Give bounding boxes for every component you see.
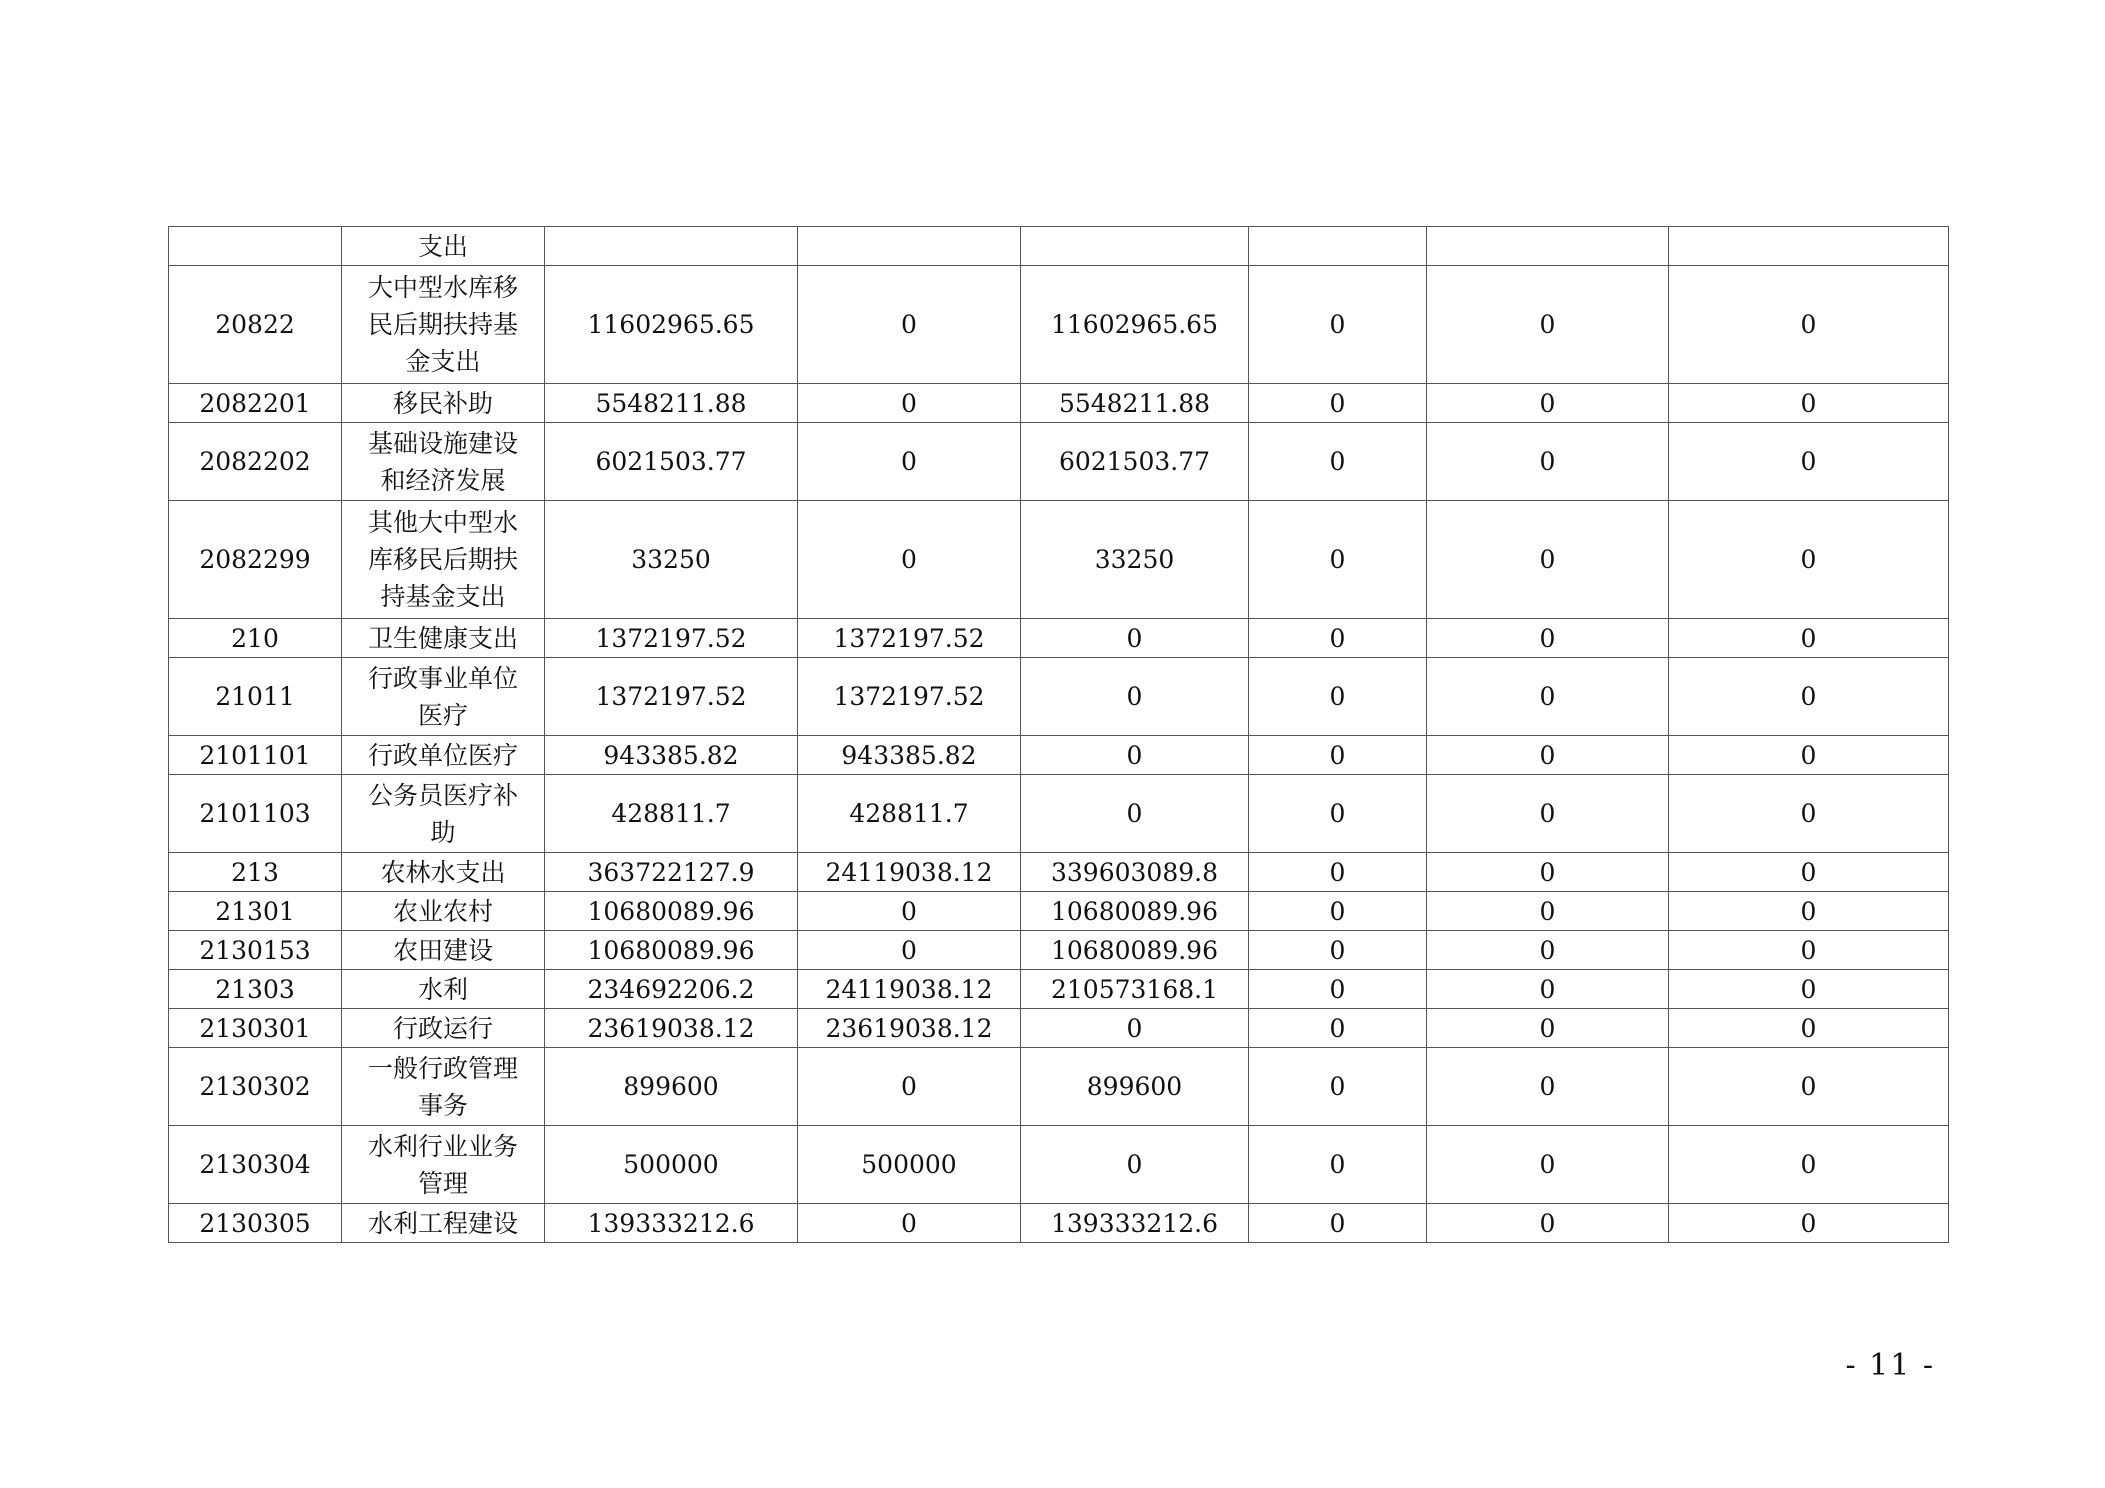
name-cell: 水利工程建设: [342, 1204, 545, 1243]
value-cell: 0: [798, 266, 1021, 384]
name-cell: 水利行业业务管理: [342, 1126, 545, 1204]
value-cell: 0: [1427, 736, 1669, 775]
name-cell: 水利: [342, 970, 545, 1009]
code-cell: 210: [169, 619, 342, 658]
value-cell: [1021, 227, 1249, 266]
value-cell: 0: [1427, 619, 1669, 658]
value-cell: 0: [1669, 423, 1949, 501]
value-cell: 0: [1669, 970, 1949, 1009]
value-cell: 0: [1669, 1204, 1949, 1243]
code-cell: 21303: [169, 970, 342, 1009]
value-cell: [798, 227, 1021, 266]
value-cell: 0: [1669, 853, 1949, 892]
table-row: [169, 736, 1949, 775]
code-cell: 2130304: [169, 1126, 342, 1204]
value-cell: 0: [1669, 266, 1949, 384]
value-cell: 0: [1669, 1126, 1949, 1204]
value-cell: 0: [1669, 775, 1949, 853]
value-cell: 1372197.52: [545, 658, 798, 736]
name-cell: 行政事业单位医疗: [342, 658, 545, 736]
value-cell: 33250: [1021, 501, 1249, 619]
name-cell: 农林水支出: [342, 853, 545, 892]
code-cell: 2082299: [169, 501, 342, 619]
name-cell: 基础设施建设和经济发展: [342, 423, 545, 501]
value-cell: 0: [1427, 423, 1669, 501]
value-cell: 1372197.52: [545, 619, 798, 658]
value-cell: 0: [798, 892, 1021, 931]
code-cell: 2130153: [169, 931, 342, 970]
value-cell: 0: [1427, 658, 1669, 736]
table-row: [169, 1009, 1949, 1048]
value-cell: 0: [1021, 1009, 1249, 1048]
code-cell: 2130302: [169, 1048, 342, 1126]
value-cell: 0: [1249, 892, 1427, 931]
value-cell: 0: [1249, 1009, 1427, 1048]
value-cell: 10680089.96: [1021, 931, 1249, 970]
value-cell: 0: [1669, 619, 1949, 658]
value-cell: 0: [1249, 736, 1427, 775]
value-cell: 0: [798, 1048, 1021, 1126]
value-cell: 10680089.96: [1021, 892, 1249, 931]
value-cell: 11602965.65: [1021, 266, 1249, 384]
value-cell: 0: [1669, 1009, 1949, 1048]
code-cell: 20822: [169, 266, 342, 384]
name-cell: 其他大中型水库移民后期扶持基金支出: [342, 501, 545, 619]
value-cell: 0: [1249, 384, 1427, 423]
value-cell: 10680089.96: [545, 892, 798, 931]
code-cell: [169, 227, 342, 266]
value-cell: 24119038.12: [798, 853, 1021, 892]
value-cell: 428811.7: [545, 775, 798, 853]
value-cell: 0: [1427, 931, 1669, 970]
name-cell: 公务员医疗补助: [342, 775, 545, 853]
value-cell: 0: [1021, 736, 1249, 775]
code-cell: 213: [169, 853, 342, 892]
value-cell: 0: [1249, 266, 1427, 384]
table-row: [169, 227, 1949, 266]
code-cell: 2101103: [169, 775, 342, 853]
value-cell: 899600: [545, 1048, 798, 1126]
table-row: [169, 266, 1949, 384]
value-cell: 1372197.52: [798, 619, 1021, 658]
name-cell: 卫生健康支出: [342, 619, 545, 658]
value-cell: 0: [1021, 1126, 1249, 1204]
code-cell: 2130301: [169, 1009, 342, 1048]
value-cell: 5548211.88: [545, 384, 798, 423]
table-row: [169, 619, 1949, 658]
value-cell: 943385.82: [545, 736, 798, 775]
value-cell: 363722127.9: [545, 853, 798, 892]
value-cell: 0: [1249, 1126, 1427, 1204]
code-cell: 2130305: [169, 1204, 342, 1243]
value-cell: 0: [1021, 619, 1249, 658]
value-cell: 0: [1669, 736, 1949, 775]
table-row: [169, 1048, 1949, 1126]
value-cell: 234692206.2: [545, 970, 798, 1009]
value-cell: 0: [1249, 619, 1427, 658]
value-cell: 10680089.96: [545, 931, 798, 970]
code-cell: 2101101: [169, 736, 342, 775]
code-cell: 2082202: [169, 423, 342, 501]
value-cell: 0: [1427, 892, 1669, 931]
value-cell: 33250: [545, 501, 798, 619]
value-cell: 500000: [545, 1126, 798, 1204]
value-cell: 6021503.77: [545, 423, 798, 501]
value-cell: 23619038.12: [545, 1009, 798, 1048]
table-row: [169, 658, 1949, 736]
table-row: [169, 501, 1949, 619]
name-cell: 农业农村: [342, 892, 545, 931]
value-cell: 0: [798, 1204, 1021, 1243]
value-cell: 0: [1427, 775, 1669, 853]
value-cell: 0: [798, 501, 1021, 619]
value-cell: 500000: [798, 1126, 1021, 1204]
value-cell: 0: [798, 384, 1021, 423]
name-cell: 农田建设: [342, 931, 545, 970]
value-cell: 0: [1249, 1048, 1427, 1126]
value-cell: 5548211.88: [1021, 384, 1249, 423]
value-cell: 0: [1249, 853, 1427, 892]
value-cell: 0: [798, 423, 1021, 501]
value-cell: 0: [1021, 775, 1249, 853]
value-cell: 899600: [1021, 1048, 1249, 1126]
value-cell: [1427, 227, 1669, 266]
value-cell: 0: [1427, 853, 1669, 892]
value-cell: [1669, 227, 1949, 266]
value-cell: 0: [1669, 931, 1949, 970]
table-row: [169, 853, 1949, 892]
value-cell: 11602965.65: [545, 266, 798, 384]
value-cell: 943385.82: [798, 736, 1021, 775]
value-cell: 0: [1021, 658, 1249, 736]
value-cell: 6021503.77: [1021, 423, 1249, 501]
name-cell: 一般行政管理事务: [342, 1048, 545, 1126]
value-cell: 139333212.6: [545, 1204, 798, 1243]
value-cell: 0: [1427, 1048, 1669, 1126]
value-cell: 0: [1249, 658, 1427, 736]
value-cell: 0: [1427, 1204, 1669, 1243]
name-cell: 行政运行: [342, 1009, 545, 1048]
value-cell: 23619038.12: [798, 1009, 1021, 1048]
table-row: [169, 970, 1949, 1009]
value-cell: 0: [1249, 501, 1427, 619]
table-row: [169, 892, 1949, 931]
table-row: [169, 384, 1949, 423]
table-row: [169, 423, 1949, 501]
value-cell: 0: [1427, 266, 1669, 384]
value-cell: 0: [1249, 931, 1427, 970]
value-cell: 0: [1249, 1204, 1427, 1243]
value-cell: 0: [1427, 501, 1669, 619]
value-cell: 0: [1427, 970, 1669, 1009]
table-row: [169, 931, 1949, 970]
value-cell: 339603089.8: [1021, 853, 1249, 892]
page-number: - 11 -: [1845, 1348, 1935, 1383]
value-cell: 0: [1427, 1126, 1669, 1204]
code-cell: 21301: [169, 892, 342, 931]
value-cell: 210573168.1: [1021, 970, 1249, 1009]
table-row: [169, 1204, 1949, 1243]
name-cell: 移民补助: [342, 384, 545, 423]
code-cell: 2082201: [169, 384, 342, 423]
value-cell: 1372197.52: [798, 658, 1021, 736]
value-cell: 0: [1669, 658, 1949, 736]
value-cell: [1249, 227, 1427, 266]
budget-table: [168, 226, 1949, 1243]
name-cell: 大中型水库移民后期扶持基金支出: [342, 266, 545, 384]
value-cell: 0: [1427, 384, 1669, 423]
value-cell: 24119038.12: [798, 970, 1021, 1009]
value-cell: 0: [1427, 1009, 1669, 1048]
value-cell: 0: [1669, 1048, 1949, 1126]
value-cell: 0: [1249, 423, 1427, 501]
code-cell: 21011: [169, 658, 342, 736]
value-cell: 428811.7: [798, 775, 1021, 853]
value-cell: 0: [1669, 501, 1949, 619]
value-cell: 139333212.6: [1021, 1204, 1249, 1243]
value-cell: [545, 227, 798, 266]
name-cell: 支出: [342, 227, 545, 266]
name-cell: 行政单位医疗: [342, 736, 545, 775]
value-cell: 0: [798, 931, 1021, 970]
table-row: [169, 1126, 1949, 1204]
value-cell: 0: [1249, 970, 1427, 1009]
table-row: [169, 775, 1949, 853]
value-cell: 0: [1249, 775, 1427, 853]
value-cell: 0: [1669, 384, 1949, 423]
value-cell: 0: [1669, 892, 1949, 931]
